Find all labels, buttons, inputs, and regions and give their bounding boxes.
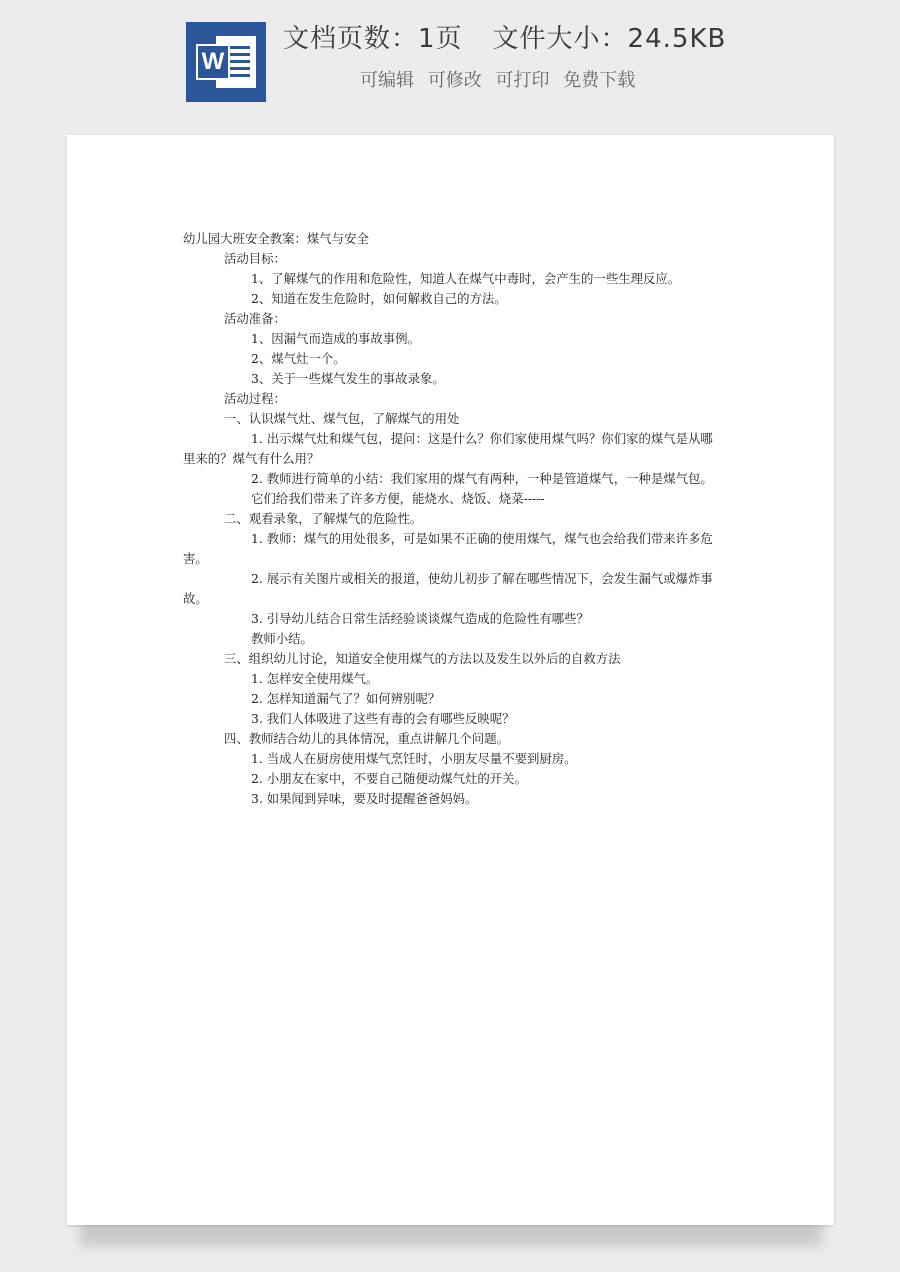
prep-item: 1、因漏气而造成的事故事例。 <box>251 331 420 346</box>
section-2-title: 二、观看录象，了解煤气的危险性。 <box>224 511 423 526</box>
goals-heading: 活动目标： <box>224 251 286 266</box>
page-count-label: 文档页数：1页 <box>283 24 463 54</box>
word-w-letter: W <box>196 44 230 80</box>
file-size-label: 文件大小：24.5KB <box>492 24 727 54</box>
section-2-paragraph: 3. 引导幼儿结合日常生活经验谈谈煤气造成的危险性有哪些？ <box>251 611 589 626</box>
tag-printable: 可打印 <box>495 70 550 91</box>
section-3-item: 2. 怎样知道漏气了？如何辨别呢？ <box>251 691 441 706</box>
process-heading: 活动过程： <box>224 391 286 406</box>
section-3-title: 三、组织幼儿讨论，知道安全使用煤气的方法以及发生以外后的自救方法 <box>224 651 621 666</box>
doc-line <box>228 46 250 49</box>
document-page <box>67 135 834 1225</box>
tag-editable: 可编辑 <box>360 70 414 91</box>
tag-free-download: 免费下载 <box>563 70 636 91</box>
section-1-paragraph: 2. 教师进行简单的小结：我们家用的煤气有两种，一种是管道煤气，一种是煤气包。 <box>251 471 713 486</box>
doc-line <box>228 67 250 70</box>
section-4-item: 2. 小朋友在家中，不要自己随便动煤气灶的开关。 <box>251 771 527 786</box>
section-2-paragraph: 教师小结。 <box>251 631 313 646</box>
doc-title: 幼儿园大班安全教案：煤气与安全 <box>183 231 369 246</box>
goal-item: 2、知道在发生危险时，如何解救自己的方法。 <box>251 291 507 306</box>
file-stats <box>283 18 753 55</box>
prep-item: 2、煤气灶一个。 <box>251 351 346 366</box>
goal-item: 1、了解煤气的作用和危险性，知道人在煤气中毒时，会产生的一些生理反应。 <box>251 271 681 286</box>
feature-tags <box>360 66 643 92</box>
tag-modifiable: 可修改 <box>427 70 482 91</box>
file-info-header <box>0 0 900 125</box>
section-3-item: 1. 怎样安全使用煤气。 <box>251 671 379 686</box>
section-1-paragraph: 它们给我们带来了许多方便，能烧水、烧饭、烧菜----- <box>251 491 545 506</box>
prep-item: 3、关于一些煤气发生的事故录象。 <box>251 371 445 386</box>
document-body <box>183 229 719 809</box>
doc-line <box>228 60 250 63</box>
prep-heading: 活动准备： <box>224 311 286 326</box>
doc-line <box>228 74 250 77</box>
section-2-paragraph: 1. 教师：煤气的用处很多，可是如果不正确的使用煤气，煤气也会给我们带来许多危害。 <box>183 531 713 566</box>
word-doc-icon <box>186 22 266 102</box>
section-4-item: 3. 如果闻到异味，要及时提醒爸爸妈妈。 <box>251 791 478 806</box>
section-2-paragraph: 2. 展示有关图片或相关的报道，使幼儿初步了解在哪些情况下，会发生漏气或爆炸事故。 <box>183 571 713 606</box>
section-1-title: 一、认识煤气灶、煤气包，了解煤气的用处 <box>224 411 460 426</box>
doc-line <box>228 53 250 56</box>
section-1-paragraph: 1. 出示煤气灶和煤气包，提问：这是什么？你们家使用煤气吗？你们家的煤气是从哪里来的？煤气有什么用？ <box>183 431 713 466</box>
section-4-item: 1. 当成人在厨房使用煤气烹饪时，小朋友尽量不要到厨房。 <box>251 751 577 766</box>
section-4-title: 四、教师结合幼儿的具体情况，重点讲解几个问题。 <box>224 731 509 746</box>
section-3-item: 3. 我们人体吸进了这些有毒的会有哪些反映呢？ <box>251 711 515 726</box>
